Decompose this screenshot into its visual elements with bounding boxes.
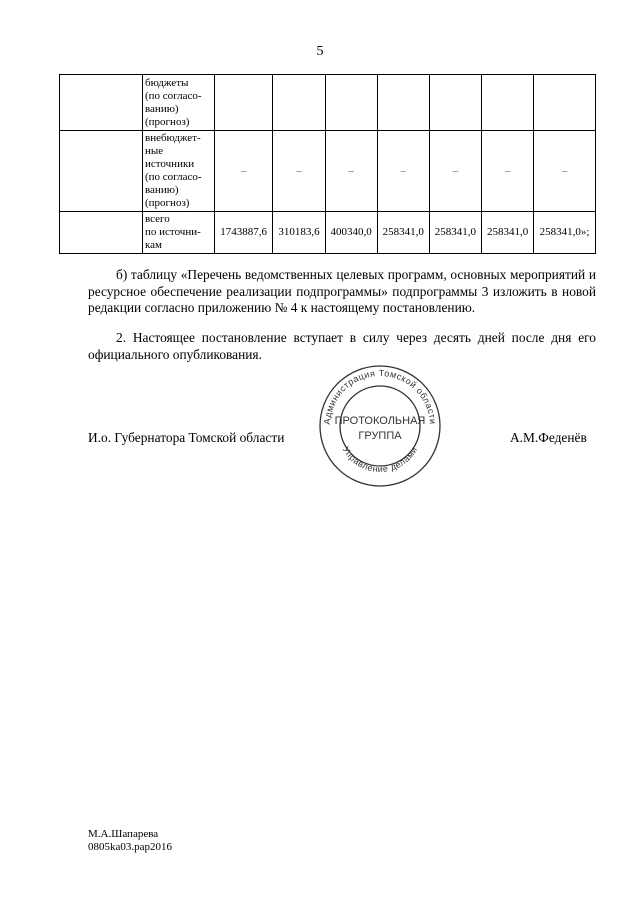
table-row-label-line: бюджеты <box>145 76 189 89</box>
table-row <box>60 75 596 131</box>
table-row-label <box>143 212 215 254</box>
stamp-center-line1: ПРОТОКОЛЬНАЯ <box>334 415 426 427</box>
table-row-label-line: всего <box>145 213 170 225</box>
table-cell-value: – <box>429 131 481 212</box>
table-row-label-line: ные <box>145 145 164 157</box>
table-cell-value: 258341,0 <box>429 212 481 254</box>
budget-table <box>59 74 596 254</box>
protocol-group-stamp <box>318 364 442 488</box>
table-row-label-line: ванию) <box>145 184 179 196</box>
stamp-ring-text: Администрация Томской области <box>321 367 439 425</box>
table-row <box>60 131 596 212</box>
table-cell-value <box>429 75 481 131</box>
table-cell-value <box>325 75 377 131</box>
table-row-label-line: кам <box>145 239 163 251</box>
paragraph-table-replacement: б) таблицу «Перечень ведомственных целевых программ, основных мероприятий и ресурсное обеспечение реализации подпрограммы» подпрограммы 3 изложить в новой редакции согласно приложению № 4 к настоящему постановлению. <box>88 267 596 316</box>
table-cell-value: 1743887,6 <box>215 212 273 254</box>
table-cell-value: 400340,0 <box>325 212 377 254</box>
table-cell-value: 258341,0 <box>377 212 429 254</box>
table-cell-value <box>481 75 533 131</box>
table-row-label-line: (прогноз) <box>145 115 190 128</box>
table-row-label-line: внебюджет- <box>145 132 201 144</box>
table-cell-value: – <box>273 131 325 212</box>
stamp-bottom-text: Управление делами <box>340 444 420 475</box>
signatory-name: А.М.Феденёв <box>510 430 587 445</box>
svg-text:Управление делами <box>341 445 420 474</box>
budget-table-body <box>60 75 596 254</box>
table-cell-value: – <box>377 131 429 212</box>
table-cell-empty <box>60 212 143 254</box>
table-cell-value: – <box>325 131 377 212</box>
table-cell-value <box>534 75 596 131</box>
table-cell-value: – <box>215 131 273 212</box>
signatory-title: И.о. Губернатора Томской области <box>88 430 285 445</box>
table-cell-value: 258341,0 <box>481 212 533 254</box>
table-row-label-line: ванию) <box>145 102 179 115</box>
page-number: 5 <box>316 44 324 59</box>
table-cell-empty <box>60 75 143 131</box>
table-cell-value <box>273 75 325 131</box>
table-row-label <box>143 131 215 212</box>
table-cell-value <box>377 75 429 131</box>
table-cell-value: – <box>534 131 596 212</box>
table-row <box>60 212 596 254</box>
table-row-label-line: источники <box>145 158 195 170</box>
table-cell-empty <box>60 131 143 212</box>
table-row-label-line: (по согласо- <box>145 171 202 183</box>
table-cell-value: – <box>481 131 533 212</box>
paragraph-effective-date: 2. Настоящее постановление вступает в силу через десять дней после дня его официального опубликования. <box>88 330 596 362</box>
table-row-label-line: (по согласо- <box>145 89 202 102</box>
table-row-label-line: (прогноз) <box>145 197 190 209</box>
table-cell-value: 310183,6 <box>273 212 325 254</box>
table-row-label-line: по источни- <box>145 226 201 238</box>
stamp-center-line2: ГРУППА <box>358 430 402 442</box>
table-row-label <box>143 75 215 131</box>
table-cell-value: 258341,0»; <box>534 212 596 254</box>
table-cell-value <box>215 75 273 131</box>
footer-file: 0805ka03.pap2016 <box>88 841 173 853</box>
footer-author: М.А.Шапарева <box>88 828 159 840</box>
